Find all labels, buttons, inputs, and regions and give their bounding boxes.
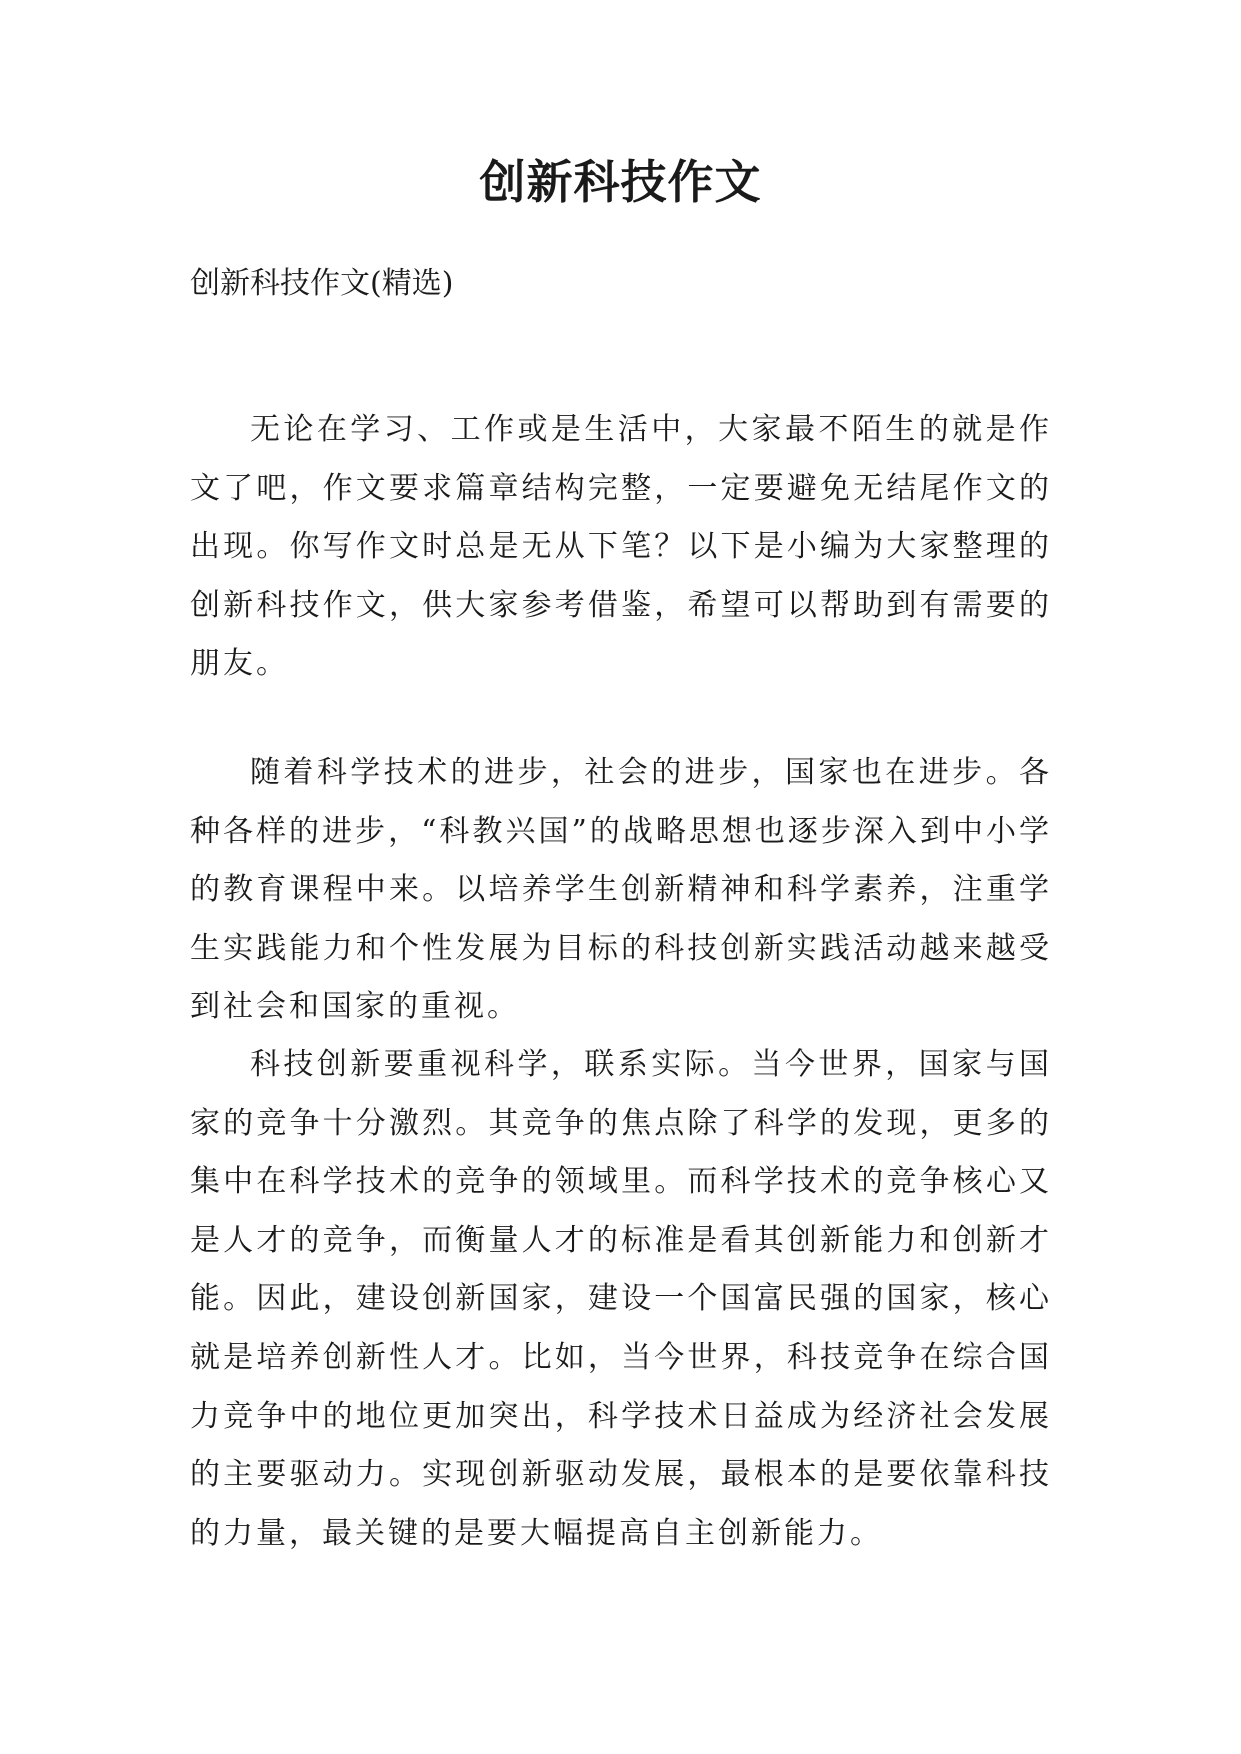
paragraph-intro: 无论在学习、工作或是生活中，大家最不陌生的就是作文了吧，作文要求篇章结构完整，一定要避免无结尾作文的出现。你写作文时总是无从下笔？以下是小编为大家整理的创新科技作文，供大家参考借鉴，希望可以帮助到有需要的朋友。 (190, 412, 1052, 682)
paragraph-progress: 随着科学技术的进步，社会的进步，国家也在进步。各种各样的进步，“科教兴国”的战略思想也逐步深入到中小学的教育课程中来。以培养学生创新精神和科学素养，注重学生实践能力和个性发展为目标的科技创新实践活动越来越受到社会和国家的重视。 (190, 755, 1052, 1025)
document-title: 创新科技作文 (479, 155, 762, 209)
document-subtitle: 创新科技作文(精选) (190, 266, 454, 301)
paragraph-innovation: 科技创新要重视科学，联系实际。当今世界，国家与国家的竞争十分激烈。其竞争的焦点除了科学的发现，更多的集中在科学技术的竞争的领域里。而科学技术的竞争核心又是人才的竞争，而衡量人才的标准是看其创新能力和创新才能。因此，建设创新国家，建设一个国富民强的国家，核心就是培养创新性人才。比如，当今世界，科技竞争在综合国力竞争中的地位更加突出，科学技术日益成为经济社会发展的主要驱动力。实现创新驱动发展，最根本的是要依靠科技的力量，最关键的是要大幅提高自主创新能力。 (190, 1047, 1052, 1551)
